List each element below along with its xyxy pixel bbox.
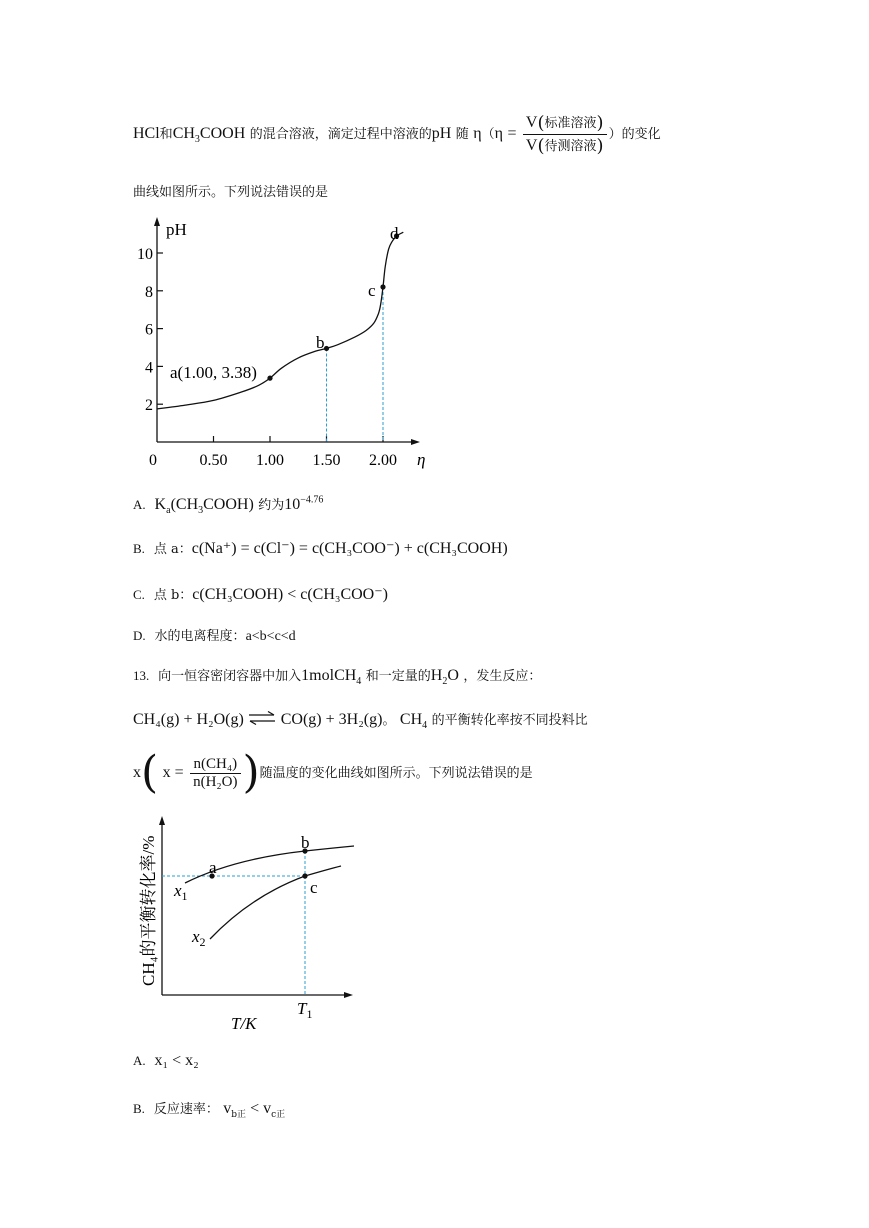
chart1-xtick-label: 0.50	[199, 452, 228, 469]
series-x1-label: $x_1$	[174, 881, 188, 903]
chart1-x-arrow	[411, 439, 420, 445]
chart1-point-b-marker	[324, 346, 329, 351]
chart2-y-arrow	[159, 816, 165, 825]
q12-stem-line1: HCl和$CH_3COOH$ 的混合溶液，滴定过程中溶液的pH 随 η（η = $\frac{\text{V(标准溶液)}}{\text{V(待测溶液)}}$ ）的变化	[133, 112, 661, 156]
q12-option-c: C. 点 b：c(CH₃COOH) < c(CH₃COO⁻)	[133, 586, 389, 603]
chart1-ytick-label: 8	[145, 283, 153, 301]
eta-definition-fraction: $\frac{\text{V(标准溶液)}}{\text{V(待测溶液)}}$	[523, 112, 607, 156]
chart1-ytick-label: 10	[137, 246, 153, 263]
series-x2-label: $x_2$	[192, 927, 206, 949]
chart1-xtick-label: 1.00	[256, 452, 284, 469]
q13-stem-line3: x( x = $\frac{\text{n(CH₄)}}{\text{n(H₂O)}}$ )随温度的变化曲线如图所示。下列说法错误的是	[133, 747, 533, 798]
series-x2-line	[210, 866, 341, 939]
chart1-xtick-label: 2.00	[369, 452, 397, 469]
q13-option-b: B. 反应速率： $v_{b正} < v_{c正}$	[133, 1100, 286, 1121]
chart1-ytick-label: 6	[145, 321, 153, 339]
chart1-origin: 0	[149, 452, 157, 469]
point-c-marker	[302, 873, 307, 878]
chart1-series-line	[157, 232, 403, 409]
equilibrium-arrows-icon	[248, 711, 276, 729]
point-b-label: b	[316, 333, 325, 352]
chart1-x-label: η	[417, 450, 426, 469]
conversion-temperature-chart	[133, 814, 363, 1036]
chart1-point-c-marker	[380, 284, 385, 289]
point-c-label: c	[368, 281, 376, 300]
point-a-label: a(1.00, 3.38)	[170, 363, 257, 382]
chart1-y-label: pH	[166, 220, 187, 239]
q13-stem-line2: CH₄(g) + H₂O(g) CO(g) + 3H₂(g)。 $CH_4$ 的平衡转化率按不同投料比	[133, 711, 588, 732]
chart2-point-c-label: c	[310, 878, 318, 897]
q12-option-d: D. 水的电离程度：a<b<c<d	[133, 628, 296, 644]
hcl-formula: HCl	[133, 125, 160, 142]
chart1-ytick-label: 4	[145, 359, 153, 377]
t1-tick-label: $T_1$	[297, 999, 313, 1021]
chart1-y-arrow	[154, 217, 160, 226]
chart2-point-b-label: b	[301, 833, 310, 852]
chart2-y-label: CH₄的平衡转化率/%	[139, 835, 158, 986]
q12-stem-line2: 曲线如图所示。下列说法错误的是	[133, 185, 329, 200]
chart2-x-label: T/K	[231, 1014, 257, 1033]
titration-curve-chart	[133, 212, 433, 477]
chart1-ytick-label: 2	[145, 397, 153, 415]
feed-ratio-fraction: $\frac{\text{n(CH₄)}}{\text{n(H₂O)}}$	[190, 756, 240, 791]
chart2-x-arrow	[344, 992, 353, 998]
q13-stem-line1: 13. 向一恒容密闭容器中加入1molCH$_4$ 和一定量的$H_2O$ ，发生反应：	[133, 667, 542, 688]
chart1-xtick-label: 1.50	[312, 452, 341, 469]
point-d-label: d	[390, 224, 399, 243]
q12-option-b: B. 点 a：c(Na⁺) = c(Cl⁻) = c(CH₃COO⁻) + c(CH₃COOH)	[133, 540, 508, 557]
q13-option-a: A. x₁ < x₂	[133, 1052, 199, 1069]
chart1-point-a-marker	[267, 376, 272, 381]
ch3cooh-formula: $CH_3COOH$	[172, 125, 246, 146]
q12-option-a: A. $K_a(CH_3COOH)$ 约为$10^{-4.76}$	[133, 494, 324, 517]
chart2-point-a-label: a	[209, 858, 217, 877]
